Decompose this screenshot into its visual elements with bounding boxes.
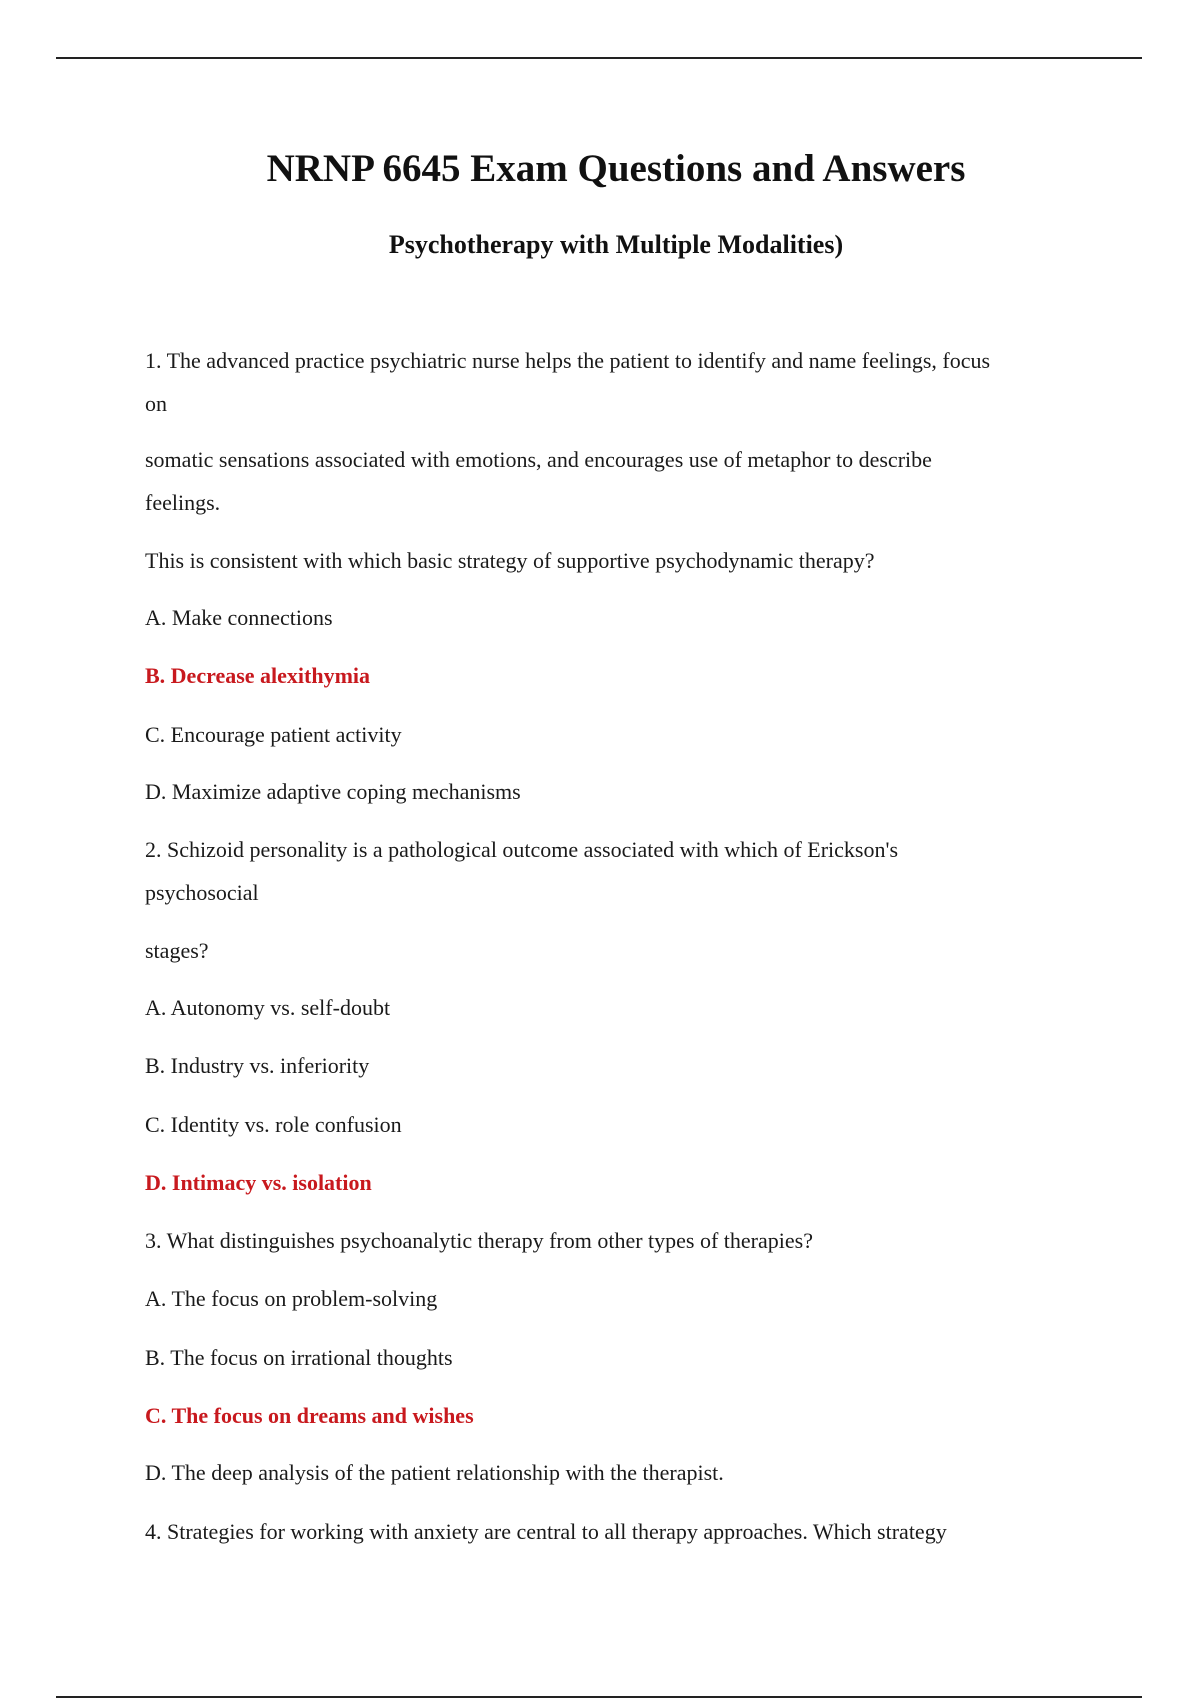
question-1-option-d: D. Maximize adaptive coping mechanisms [145, 779, 521, 804]
question-1-option-b-correct: B. Decrease alexithymia [145, 663, 371, 688]
page-title: NRNP 6645 Exam Questions and Answers [266, 147, 966, 190]
question-2-option-b: B. Industry vs. inferiority [145, 1053, 370, 1078]
question-2-text-line-1: 2. Schizoid personality is a pathological outcome associated with which of Erickson's [145, 837, 899, 862]
question-4-text-line-1: 4. Strategies for working with anxiety are central to all therapy approaches. Which strategy [145, 1519, 947, 1544]
question-2-text-line-3: stages? [145, 938, 209, 963]
question-1-text-line-4: feelings. [145, 490, 221, 515]
question-1-option-c: C. Encourage patient activity [145, 722, 402, 747]
question-2-text-line-2: psychosocial [145, 880, 259, 905]
question-2-option-d-correct: D. Intimacy vs. isolation [145, 1170, 372, 1195]
question-2-option-a: A. Autonomy vs. self-doubt [145, 995, 391, 1020]
question-3-option-a: A. The focus on problem-solving [145, 1286, 438, 1311]
question-3-option-c-correct: C. The focus on dreams and wishes [145, 1403, 474, 1428]
question-1-text-line-3: somatic sensations associated with emotions, and encourages use of metaphor to describe [145, 447, 932, 472]
question-3-option-d: D. The deep analysis of the patient relationship with the therapist. [145, 1460, 724, 1485]
question-1-stem: This is consistent with which basic strategy of supportive psychodynamic therapy? [145, 548, 875, 573]
question-3-text-line-1: 3. What distinguishes psychoanalytic therapy from other types of therapies? [145, 1228, 813, 1253]
question-3-option-b: B. The focus on irrational thoughts [145, 1345, 453, 1370]
question-2-option-c: C. Identity vs. role confusion [145, 1112, 402, 1137]
question-1-text-line-2: on [145, 391, 167, 416]
page-subtitle: Psychotherapy with Multiple Modalities) [388, 230, 844, 259]
page-top-mark [608, 0, 628, 2]
question-1-option-a: A. Make connections [145, 605, 333, 630]
header-rule [56, 57, 1142, 59]
question-1-text-line-1: 1. The advanced practice psychiatric nurse helps the patient to identify and name feelings, focus [145, 348, 991, 373]
footer-rule [56, 1696, 1142, 1698]
